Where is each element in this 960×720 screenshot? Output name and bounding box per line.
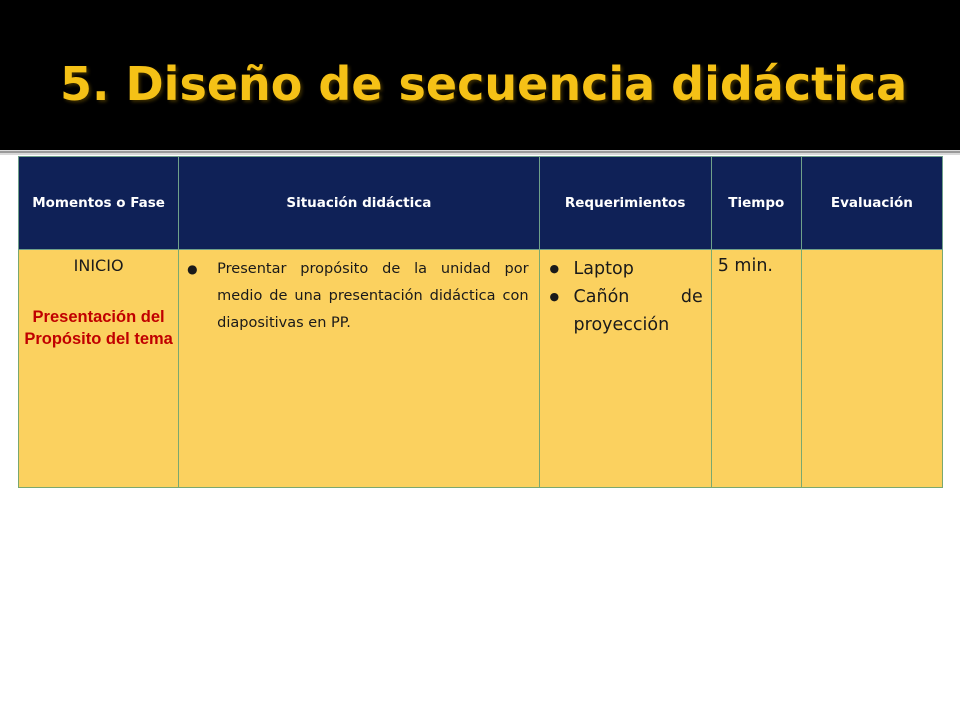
title-divider-line [0, 151, 960, 153]
list-item [550, 283, 703, 339]
time-cell: 5 min. [711, 250, 801, 488]
phase-subtitle: Presentación del Propósito del tema [24, 308, 173, 348]
requirement-text: Laptop [573, 259, 634, 279]
bullet-dot-icon: ● [187, 262, 198, 276]
situation-cell [179, 250, 539, 488]
situation-text: Presentar propósito de la unidad por medio de una presentación didáctica con diapositivas en PP. [217, 261, 529, 331]
evaluation-cell [801, 250, 942, 488]
header-tiempo: Tiempo [711, 157, 801, 250]
requirements-cell [539, 250, 711, 488]
slide-title: 5. Diseño de secuencia didáctica [60, 57, 908, 111]
list-item [550, 255, 703, 283]
requirement-text: Cañón de proyección [573, 287, 703, 335]
header-momentos: Momentos o Fase [19, 157, 179, 250]
bullet-dot-icon: ● [549, 290, 560, 303]
title-bar [0, 0, 960, 150]
requirements-list [550, 255, 703, 339]
bullet-dot-icon: ● [549, 262, 560, 275]
table-header-row [19, 157, 943, 250]
situation-item [187, 256, 528, 337]
header-situacion: Situación didáctica [179, 157, 539, 250]
header-requerimientos: Requerimientos [539, 157, 711, 250]
phase-name: INICIO [73, 256, 124, 275]
header-evaluacion: Evaluación [801, 157, 942, 250]
table-row [19, 250, 943, 488]
didactic-sequence-table [18, 156, 943, 488]
phase-cell [19, 250, 179, 488]
